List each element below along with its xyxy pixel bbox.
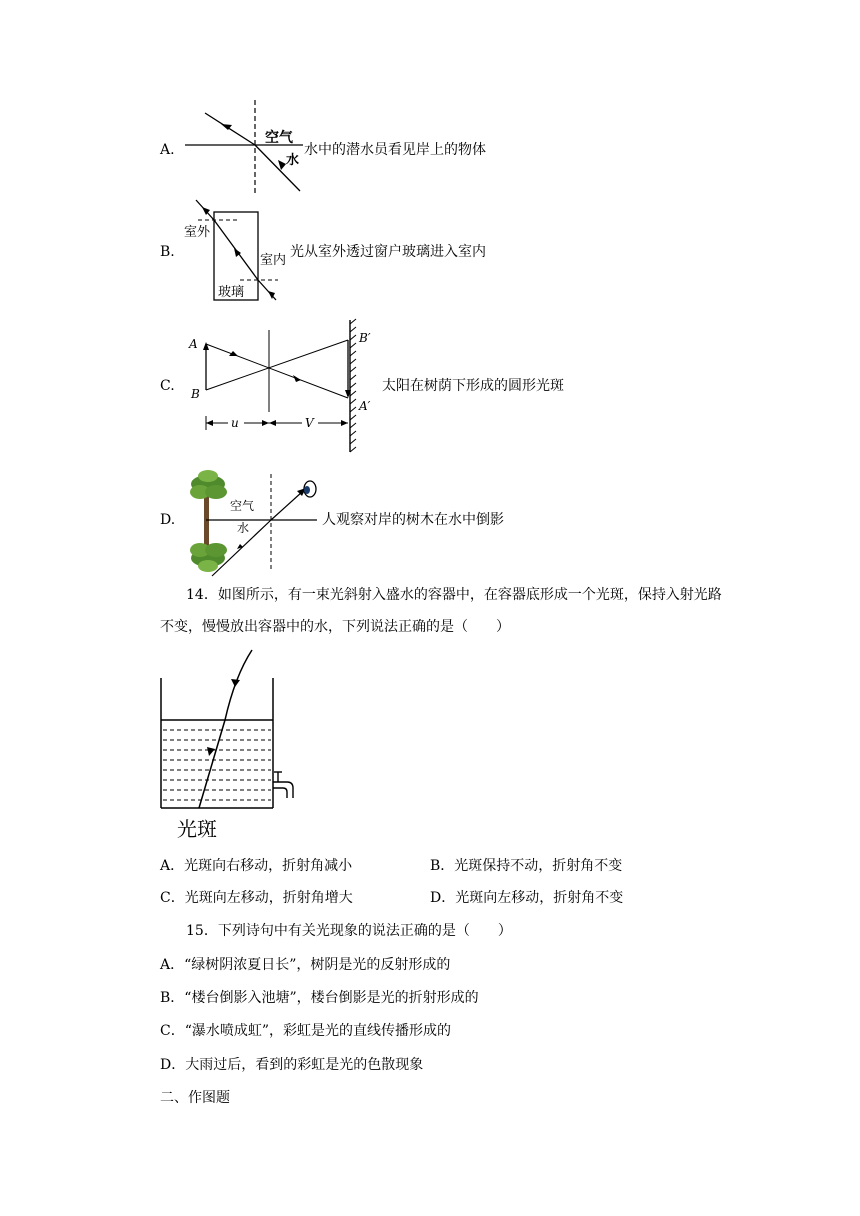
diagram-d-reflection [186,466,321,580]
q14-option-d: D．光斑向左移动，折射角不变 [430,890,624,906]
label-glass: 玻璃 [218,285,245,300]
q15-option-c: C．“瀑水喷成虹”，彩虹是光的直线传播形成的 [160,1023,452,1039]
label-inside: 室内 [260,253,287,268]
option-b-caption: 光从室外透过窗户玻璃进入室内 [290,244,486,260]
label-outside: 室外 [184,225,211,240]
q15-option-d: D．大雨过后，看到的彩虹是光的色散现象 [160,1057,424,1073]
tree-icon [190,470,227,522]
label-air: 空气 [265,130,293,146]
q15-option-a: A．“绿树阴浓夏日长”，树阴是光的反射形成的 [160,957,451,973]
label-point-a-prime: A′ [359,399,371,413]
option-b-letter: B. [160,244,175,260]
option-a-letter: A. [160,142,175,158]
q14-option-b: B．光斑保持不动，折射角不变 [430,858,623,874]
q15-option-b: B．“楼台倒影入池塘”，楼台倒影是光的折射形成的 [160,990,479,1006]
question-14-stem-line-2: 不变，慢慢放出容器中的水，下列说法正确的是（ ） [160,619,510,635]
eye-icon [304,481,316,497]
diagram-c-pinhole [186,316,376,456]
label-point-b-prime: B′ [359,331,371,345]
question-15-stem: 15．下列诗句中有关光现象的说法正确的是（ ） [186,923,512,939]
label-water: 水 [237,521,250,535]
label-air: 空气 [230,499,255,513]
label-distance-v: V [305,416,314,430]
diagram-a-refraction [185,98,310,196]
label-point-a: A [189,337,198,351]
label-water: 水 [286,153,300,168]
faucet-icon [273,772,293,798]
tree-reflection-icon [190,522,227,572]
option-d-letter: D. [160,512,176,528]
section-title: 二、作图题 [160,1090,230,1106]
label-light-spot: 光斑 [177,817,217,841]
label-point-b: B [191,387,200,401]
q14-option-a: A．光斑向右移动，折射角减小 [160,858,353,874]
option-a-caption: 水中的潜水员看见岸上的物体 [304,142,486,158]
option-c-letter: C. [160,378,175,394]
option-c-caption: 太阳在树荫下形成的圆形光斑 [382,378,564,394]
diagram-14-container [155,648,305,844]
diagram-b-glass [180,196,290,304]
q14-option-c: C．光斑向左移动，折射角增大 [160,890,353,906]
question-14-stem-line-1: 14．如图所示，有一束光斜射入盛水的容器中，在容器底形成一个光斑，保持入射光路 [186,587,722,603]
label-distance-u: u [231,416,239,430]
option-d-caption: 人观察对岸的树木在水中倒影 [322,512,504,528]
